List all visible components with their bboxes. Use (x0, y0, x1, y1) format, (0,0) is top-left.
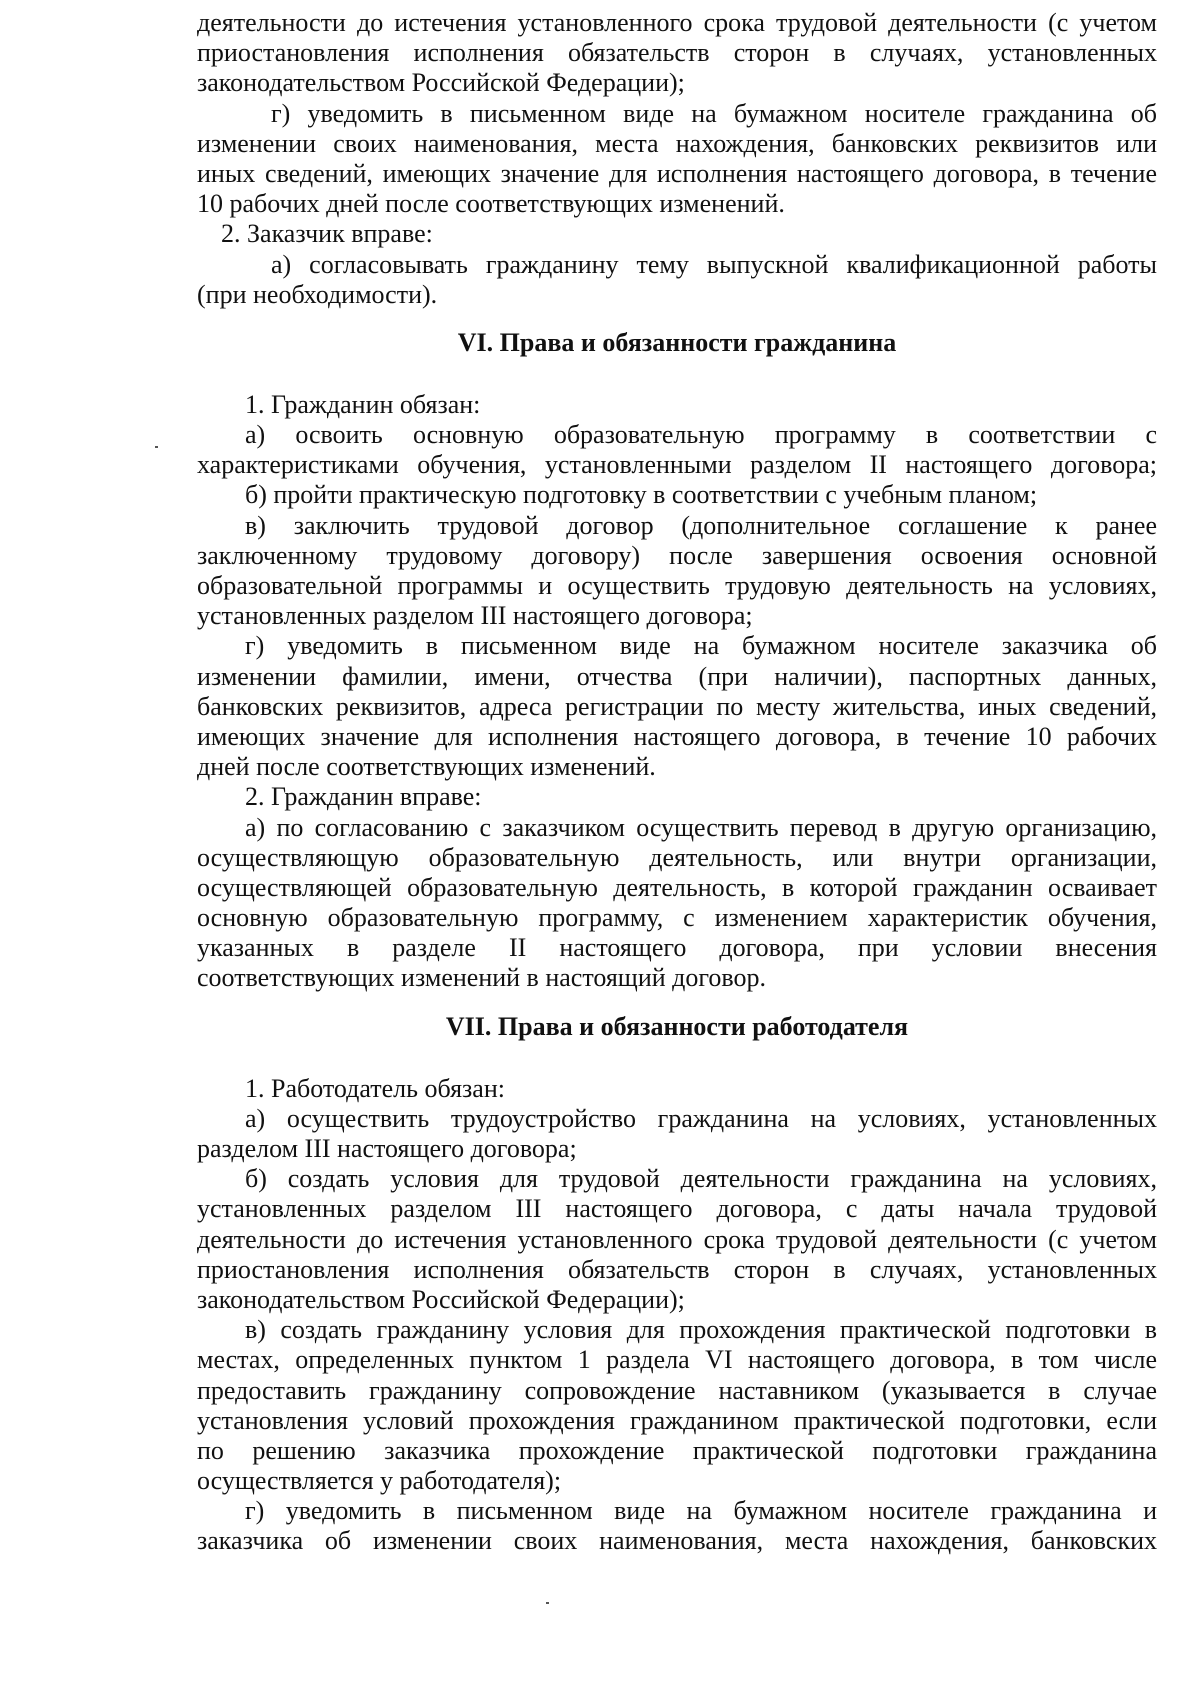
section-heading-vi: VI. Права и обязанности гражданина (457, 327, 897, 357)
text-line: деятельности до истечения установленного срока трудовой деятельности (с учетом (197, 1224, 1157, 1254)
text-line: установленных разделом III настоящего договора; (197, 601, 753, 631)
text-line: заключенному трудовому договору) после завершения освоения основной (197, 540, 1157, 570)
text-line: а) освоить основную образовательную программу в соответствии с (245, 420, 1157, 450)
scan-speck (155, 446, 158, 448)
scan-speck (546, 1602, 549, 1604)
text-line: (при необходимости). (197, 279, 438, 309)
text-line: соответствующих изменений в настоящий договор. (197, 963, 767, 993)
text-line: установленных разделом III настоящего договора, с даты начала трудовой (197, 1194, 1157, 1224)
text-line: 2. Заказчик вправе: (221, 219, 433, 249)
text-line: приостановления исполнения обязательств сторон в случаях, установленных (197, 38, 1157, 68)
text-line: б) пройти практическую подготовку в соответствии с учебным планом; (245, 480, 1038, 510)
text-line: осуществляется у работодателя); (197, 1466, 562, 1496)
text-line: указанных в разделе II настоящего договора, при условии внесения (197, 933, 1157, 963)
text-line: в) создать гражданину условия для прохождения практической подготовки в (245, 1315, 1157, 1345)
text-line: имеющих значение для исполнения настоящего договора, в течение 10 рабочих (197, 721, 1157, 751)
text-line: г) уведомить в письменном виде на бумажном носителе гражданина об (271, 98, 1157, 128)
text-line: в) заключить трудовой договор (дополнительное соглашение к ранее (245, 510, 1157, 540)
text-line: иных сведений, имеющих значение для исполнения настоящего договора, в течение (197, 158, 1157, 188)
document-page (197, 8, 1157, 1557)
section-heading-vii: VII. Права и обязанности работодателя (445, 1011, 909, 1041)
text-line: а) по согласованию с заказчиком осуществить перевод в другую организацию, (245, 812, 1157, 842)
text-line: 1. Гражданин обязан: (245, 389, 481, 419)
text-line: приостановления исполнения обязательств сторон в случаях, установленных (197, 1254, 1157, 1284)
text-line: г) уведомить в письменном виде на бумажном носителе заказчика об (245, 631, 1157, 661)
text-line: разделом III настоящего договора; (197, 1134, 577, 1163)
text-line: местах, определенных пунктом 1 раздела VI настоящего договора, в том числе (197, 1345, 1157, 1375)
text-line: образовательной программы и осуществить трудовую деятельность на условиях, (197, 571, 1157, 600)
text-line: основную образовательную программу, с изменением характеристик обучения, (197, 903, 1157, 933)
text-line: осуществляющую образовательную деятельность, или внутри организации, (197, 842, 1157, 872)
text-line: а) осуществить трудоустройство гражданина на условиях, установленных (245, 1103, 1157, 1133)
text-line: г) уведомить в письменном виде на бумажном носителе гражданина и (245, 1496, 1157, 1526)
text-line: законодательством Российской Федерации); (197, 68, 685, 98)
text-line: установления условий прохождения гражданином практической подготовки, если (197, 1405, 1157, 1435)
text-line: а) согласовывать гражданину тему выпускной квалификационной работы (271, 249, 1157, 279)
text-line: 1. Работодатель обязан: (245, 1073, 505, 1103)
text-line: 2. Гражданин вправе: (245, 782, 482, 812)
text-line: осуществляющей образовательную деятельность, в которой гражданин осваивает (197, 872, 1157, 902)
text-line: по решению заказчика прохождение практической подготовки гражданина (197, 1435, 1157, 1465)
text-line: дней после соответствующих изменений. (197, 752, 656, 782)
text-line: деятельности до истечения установленного срока трудовой деятельности (с учетом (197, 8, 1157, 37)
text-line: изменении фамилии, имени, отчества (при наличии), паспортных данных, (197, 661, 1157, 691)
text-line: предоставить гражданину сопровождение наставником (указывается в случае (197, 1375, 1157, 1405)
text-line: характеристиками обучения, установленными разделом II настоящего договора; (197, 450, 1157, 480)
text-line: изменении своих наименования, места нахождения, банковских реквизитов или (197, 128, 1157, 158)
text-line: заказчика об изменении своих наименования, места нахождения, банковских (197, 1526, 1157, 1556)
text-line: законодательством Российской Федерации); (197, 1284, 685, 1314)
text-line: банковских реквизитов, адреса регистрации по месту жительства, иных сведений, (197, 691, 1157, 721)
text-line: б) создать условия для трудовой деятельности гражданина на условиях, (245, 1164, 1157, 1194)
text-line: 10 рабочих дней после соответствующих изменений. (197, 189, 785, 219)
